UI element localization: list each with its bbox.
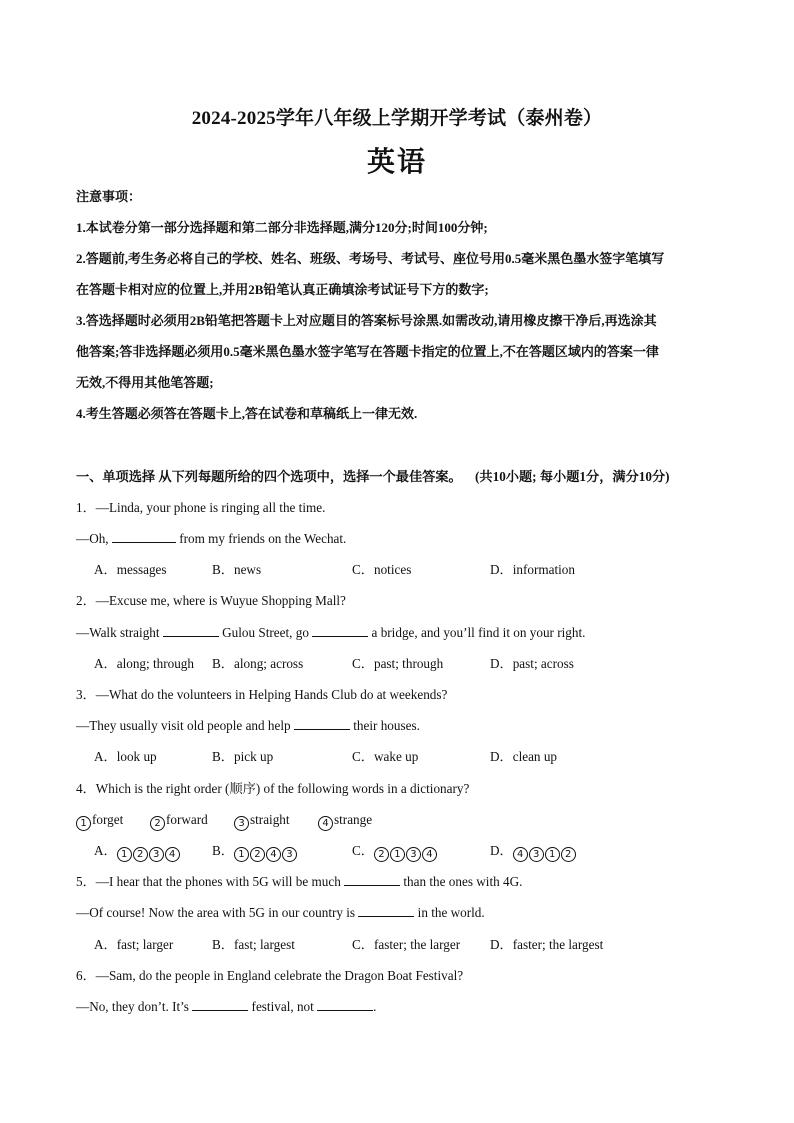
reply-text: —They usually visit old people and help bbox=[76, 718, 294, 733]
reply-text: a bridge, and you’ll find it on your right. bbox=[368, 625, 586, 640]
answer-blank bbox=[312, 624, 368, 637]
section-heading-text: 一、单项选择 从下列每题所给的四个选项中，选择一个最佳答案。 bbox=[76, 469, 462, 484]
stem-text: than the ones with 4G. bbox=[400, 874, 523, 889]
option-b: B．news bbox=[212, 562, 262, 577]
option-b: B． 1 2 4 3 bbox=[212, 842, 298, 862]
answer-blank bbox=[294, 717, 350, 730]
reply-text: Gulou Street, go bbox=[218, 625, 313, 640]
option-a: A．fast; larger bbox=[94, 937, 174, 952]
question-4-words bbox=[76, 811, 372, 831]
word-item: 2 forward bbox=[150, 811, 234, 831]
option-c: C．notices bbox=[352, 562, 412, 577]
circled-number: 3 bbox=[234, 816, 249, 831]
question-2-stem: 2．—Excuse me, where is Wuyue Shopping Mall? bbox=[76, 593, 346, 608]
answer-blank bbox=[112, 530, 176, 543]
circled-number: 4 bbox=[318, 816, 333, 831]
option-d: D．information bbox=[490, 562, 575, 577]
question-4-stem: 4．Which is the right order (顺序) of the following words in a dictionary? bbox=[76, 781, 470, 796]
reply-text: —No, they don’t. It’s bbox=[76, 999, 193, 1014]
question-1-reply bbox=[76, 530, 346, 548]
option-d: D．clean up bbox=[490, 749, 558, 764]
section-heading bbox=[76, 468, 670, 486]
circled-number: 2 bbox=[150, 816, 165, 831]
word-item: 1 forget bbox=[76, 811, 150, 831]
question-5-stem bbox=[76, 873, 522, 891]
answer-blank bbox=[344, 873, 400, 886]
option-c: C． 2 1 3 4 bbox=[352, 842, 438, 862]
question-3-reply bbox=[76, 717, 420, 735]
question-2-reply bbox=[76, 624, 585, 642]
notice-item: 1.本试卷分第一部分选择题和第二部分非选择题,满分120分;时间100分钟; bbox=[76, 220, 488, 235]
question-6-stem: 6．—Sam, do the people in England celebrate the Dragon Boat Festival? bbox=[76, 968, 464, 983]
option-d: D．faster; the largest bbox=[490, 937, 604, 952]
reply-text: —Walk straight bbox=[76, 625, 163, 640]
option-b: B．fast; largest bbox=[212, 937, 295, 952]
exam-title: 2024-2025学年八年级上学期开学考试（泰州卷） bbox=[191, 108, 603, 129]
subject-title: 英语 bbox=[366, 145, 427, 178]
notice-item: 3.答选择题时必须用2B铅笔把答题卡上对应题目的答案标号涂黑.如需改动,请用橡皮擦干净后,再选涂其 bbox=[76, 313, 657, 328]
option-d: D． 4 3 1 2 bbox=[490, 842, 577, 862]
notice-item: 他答案;答非选择题必须用0.5毫米黑色墨水签字笔写在答题卡指定的位置上,不在答题区域内的答案一律 bbox=[76, 344, 659, 359]
notice-item: 2.答题前,考生务必将自己的学校、姓名、班级、考场号、考试号、座位号用0.5毫米黑色墨水签字笔填写 bbox=[76, 251, 665, 266]
reply-text: from my friends on the Wechat. bbox=[175, 531, 347, 546]
question-6-reply bbox=[76, 998, 376, 1016]
notice-item: 4.考生答题必须答在答题卡上,答在试卷和草稿纸上一律无效. bbox=[76, 406, 418, 421]
answer-blank bbox=[317, 998, 373, 1011]
question-3-stem: 3．—What do the volunteers in Helping Hands Club do at weekends? bbox=[76, 687, 448, 702]
reply-text: in the world. bbox=[414, 905, 485, 920]
section-score: (共10小题; 每小题1分，满分10分) bbox=[475, 469, 670, 484]
answer-blank bbox=[163, 624, 219, 637]
question-5-reply bbox=[76, 904, 485, 922]
answer-blank bbox=[192, 998, 248, 1011]
reply-text: festival, not bbox=[248, 999, 318, 1014]
reply-text: —Of course! Now the area with 5G in our country is bbox=[76, 905, 359, 920]
reply-text: —Oh, bbox=[76, 531, 112, 546]
option-a: A．messages bbox=[94, 562, 167, 577]
option-c: C．wake up bbox=[352, 749, 419, 764]
notice-label: 注意事项： bbox=[76, 189, 142, 204]
word-item: 4 strange bbox=[318, 811, 372, 831]
option-b: B．pick up bbox=[212, 749, 274, 764]
option-b: B．along; across bbox=[212, 656, 304, 671]
notice-item: 在答题卡相对应的位置上,并用2B铅笔认真正确填涂考试证号下方的数字; bbox=[76, 282, 489, 297]
question-1-stem: 1．—Linda, your phone is ringing all the time. bbox=[76, 500, 326, 515]
option-a: A．along; through bbox=[94, 656, 194, 671]
notice-item: 无效,不得用其他笔答题; bbox=[76, 375, 214, 390]
reply-text: their houses. bbox=[349, 718, 420, 733]
option-a: A． 1 2 3 4 bbox=[94, 842, 181, 862]
circled-number: 1 bbox=[76, 816, 91, 831]
option-c: C．faster; the larger bbox=[352, 937, 461, 952]
option-c: C．past; through bbox=[352, 656, 444, 671]
reply-text: . bbox=[373, 999, 377, 1014]
option-d: D．past; across bbox=[490, 656, 574, 671]
answer-blank bbox=[358, 904, 414, 917]
option-a: A．look up bbox=[94, 749, 157, 764]
word-item: 3 straight bbox=[234, 811, 318, 831]
stem-text: 5．—I hear that the phones with 5G will be much bbox=[76, 874, 345, 889]
